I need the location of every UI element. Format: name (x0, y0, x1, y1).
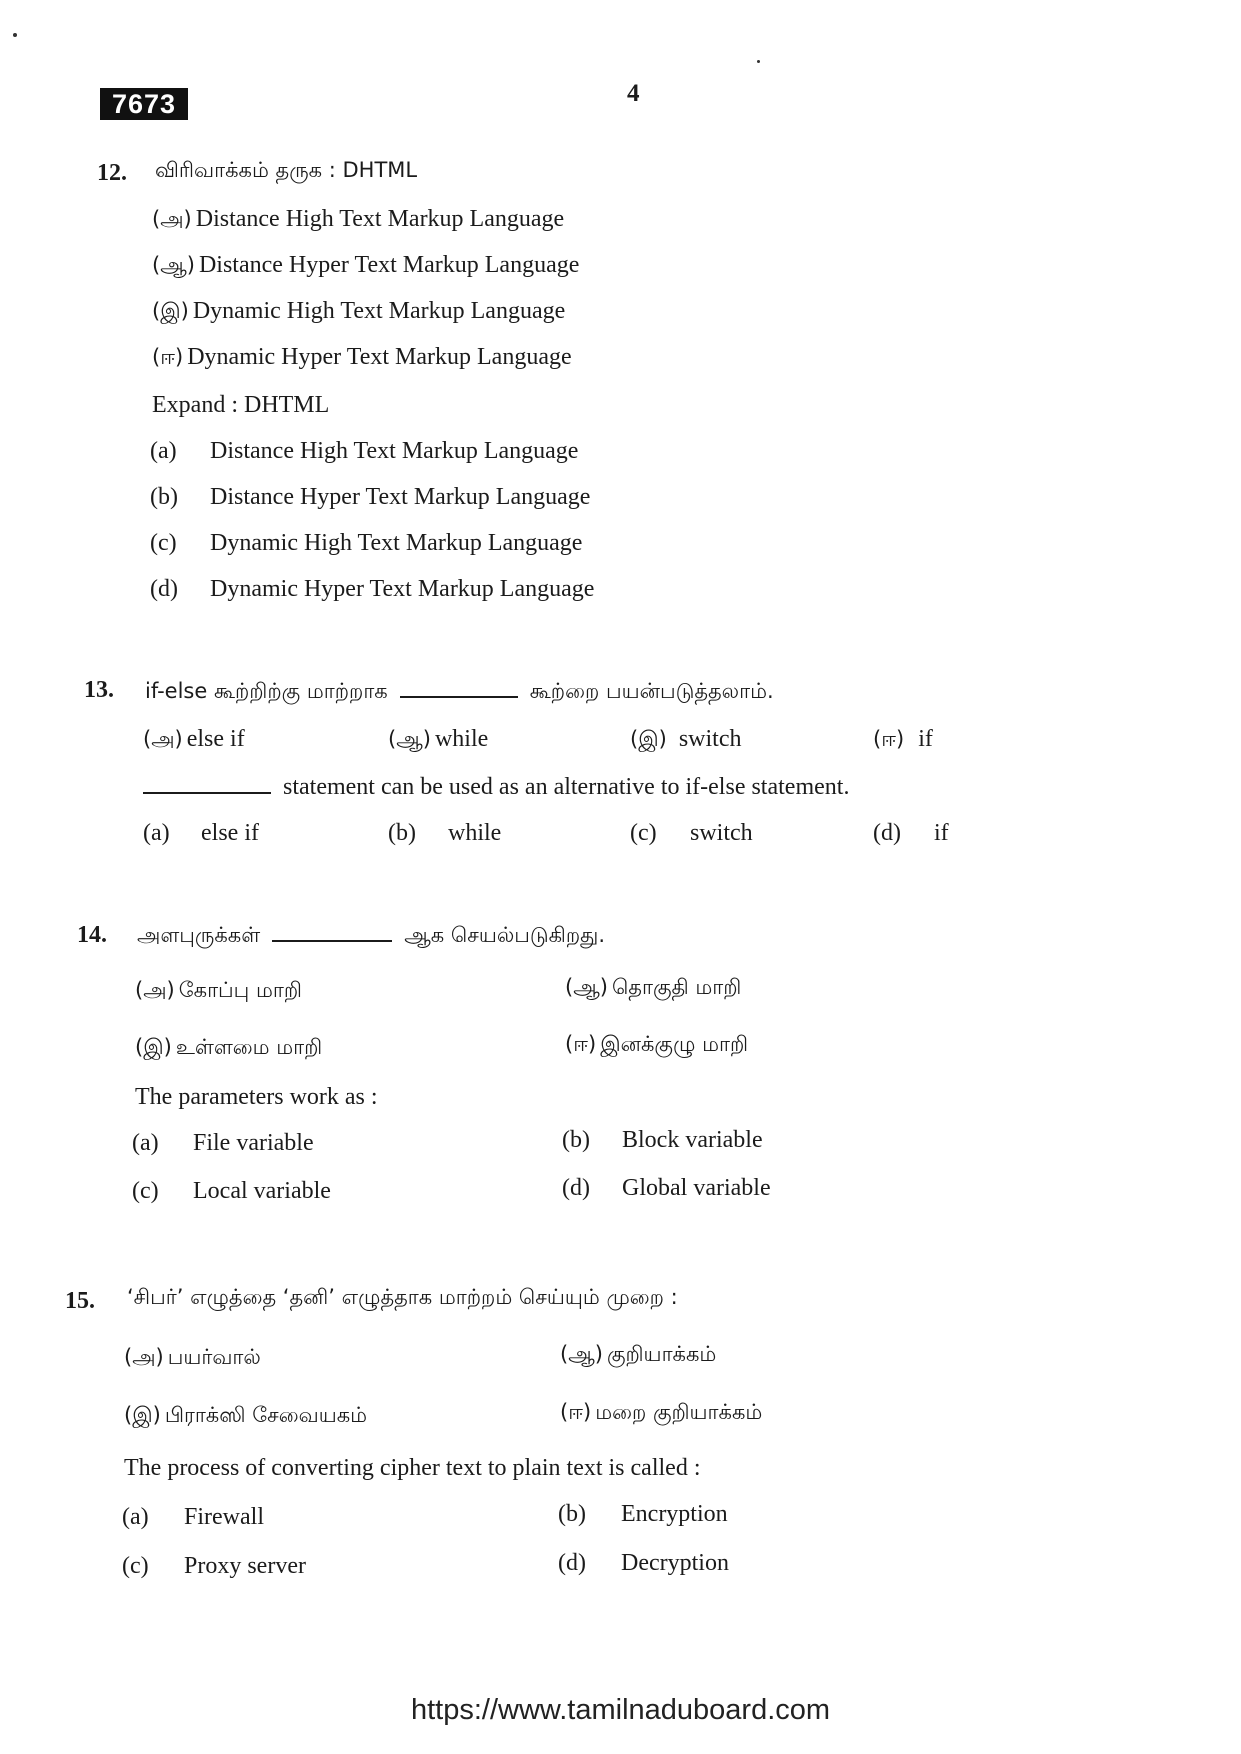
english-option-b-label: (b) (150, 484, 178, 510)
tamil-option-b: (ஆ) குறியாக்கம் (560, 1342, 717, 1366)
tamil-option-d: (ஈ) if (873, 726, 933, 752)
question-number: 12. (97, 160, 127, 186)
english-option-b-text: while (448, 820, 502, 846)
answer-blank (272, 920, 392, 942)
scan-speck (13, 33, 17, 37)
english-prompt: Expand : DHTML (152, 392, 330, 418)
english-option-d-text: Dynamic Hyper Text Markup Language (210, 576, 595, 602)
english-option-d-label: (d) (150, 576, 178, 602)
english-option-c-label: (c) (122, 1553, 149, 1579)
tamil-option-d: (ஈ) மறை குறியாக்கம் (560, 1400, 763, 1424)
english-option-a-label: (a) (122, 1504, 149, 1530)
tamil-option-d: (ஈ) Dynamic Hyper Text Markup Language (152, 344, 572, 370)
english-option-b-label: (b) (558, 1501, 586, 1527)
tamil-prompt: அளபுருக்கள் ஆக செயல்படுகிறது. (137, 920, 605, 950)
english-option-a-text: Firewall (184, 1504, 264, 1530)
english-option-b-text: Distance Hyper Text Markup Language (210, 484, 591, 510)
english-option-b-label: (b) (562, 1127, 590, 1153)
question-number: 15. (65, 1288, 95, 1314)
english-option-d-label: (d) (558, 1550, 586, 1576)
tamil-option-d: (ஈ) இனக்குழு மாறி (565, 1032, 749, 1056)
english-option-b-text: Encryption (621, 1501, 728, 1527)
tamil-prompt: ‘சிபர்’ எழுத்தை ‘தனி’ எழுத்தாக மாற்றம் செய்யும் முறை : (127, 1285, 678, 1309)
footer-url[interactable]: https://www.tamilnaduboard.com (410, 1694, 831, 1726)
question-number: 13. (84, 677, 114, 703)
tamil-prompt: விரிவாக்கம் தருக : DHTML (155, 158, 418, 182)
tamil-option-c: (இ) switch (630, 726, 742, 752)
answer-blank (143, 772, 271, 794)
english-option-b-label: (b) (388, 820, 416, 846)
english-option-a-label: (a) (143, 820, 170, 846)
english-option-b-text: Block variable (622, 1127, 763, 1153)
english-option-a-label: (a) (150, 438, 177, 464)
tamil-option-a: (அ) else if (143, 726, 245, 752)
tamil-option-a: (அ) பயர்வால் (124, 1345, 261, 1369)
english-option-d-text: Decryption (621, 1550, 729, 1576)
english-option-c-text: switch (690, 820, 753, 846)
english-option-c-text: Dynamic High Text Markup Language (210, 530, 583, 556)
english-option-c-label: (c) (132, 1178, 159, 1204)
english-option-a-text: File variable (193, 1130, 314, 1156)
tamil-prompt: if-else கூற்றிற்கு மாற்றாக கூற்றை பயன்படுத்தலாம். (145, 676, 774, 706)
tamil-option-b: (ஆ) தொகுதி மாறி (565, 975, 742, 999)
answer-blank (400, 676, 518, 698)
paper-code: 7673 (100, 88, 188, 120)
tamil-option-c: (இ) பிராக்ஸி சேவையகம் (124, 1403, 368, 1427)
scan-speck (757, 60, 760, 63)
tamil-option-a: (அ) Distance High Text Markup Language (152, 206, 565, 232)
tamil-option-b: (ஆ) while (388, 726, 489, 752)
tamil-option-c: (இ) Dynamic High Text Markup Language (152, 298, 566, 324)
english-option-d-label: (d) (873, 820, 901, 846)
tamil-option-c: (இ) உள்ளமை மாறி (135, 1035, 323, 1059)
english-prompt: The parameters work as : (135, 1084, 378, 1110)
tamil-option-a: (அ) கோப்பு மாறி (135, 978, 302, 1002)
english-option-c-text: Proxy server (184, 1553, 306, 1579)
english-option-d-text: if (934, 820, 949, 846)
tamil-option-b: (ஆ) Distance Hyper Text Markup Language (152, 252, 580, 278)
english-prompt: statement can be used as an alternative to if-else statement. (143, 772, 849, 801)
english-option-a-text: else if (201, 820, 259, 846)
english-option-c-text: Local variable (193, 1178, 331, 1204)
english-option-c-label: (c) (630, 820, 657, 846)
english-option-a-text: Distance High Text Markup Language (210, 438, 579, 464)
page-number: 4 (627, 80, 640, 107)
english-option-d-text: Global variable (622, 1175, 771, 1201)
english-option-c-label: (c) (150, 530, 177, 556)
english-prompt: The process of converting cipher text to plain text is called : (124, 1455, 701, 1481)
english-option-d-label: (d) (562, 1175, 590, 1201)
question-number: 14. (77, 922, 107, 948)
english-option-a-label: (a) (132, 1130, 159, 1156)
